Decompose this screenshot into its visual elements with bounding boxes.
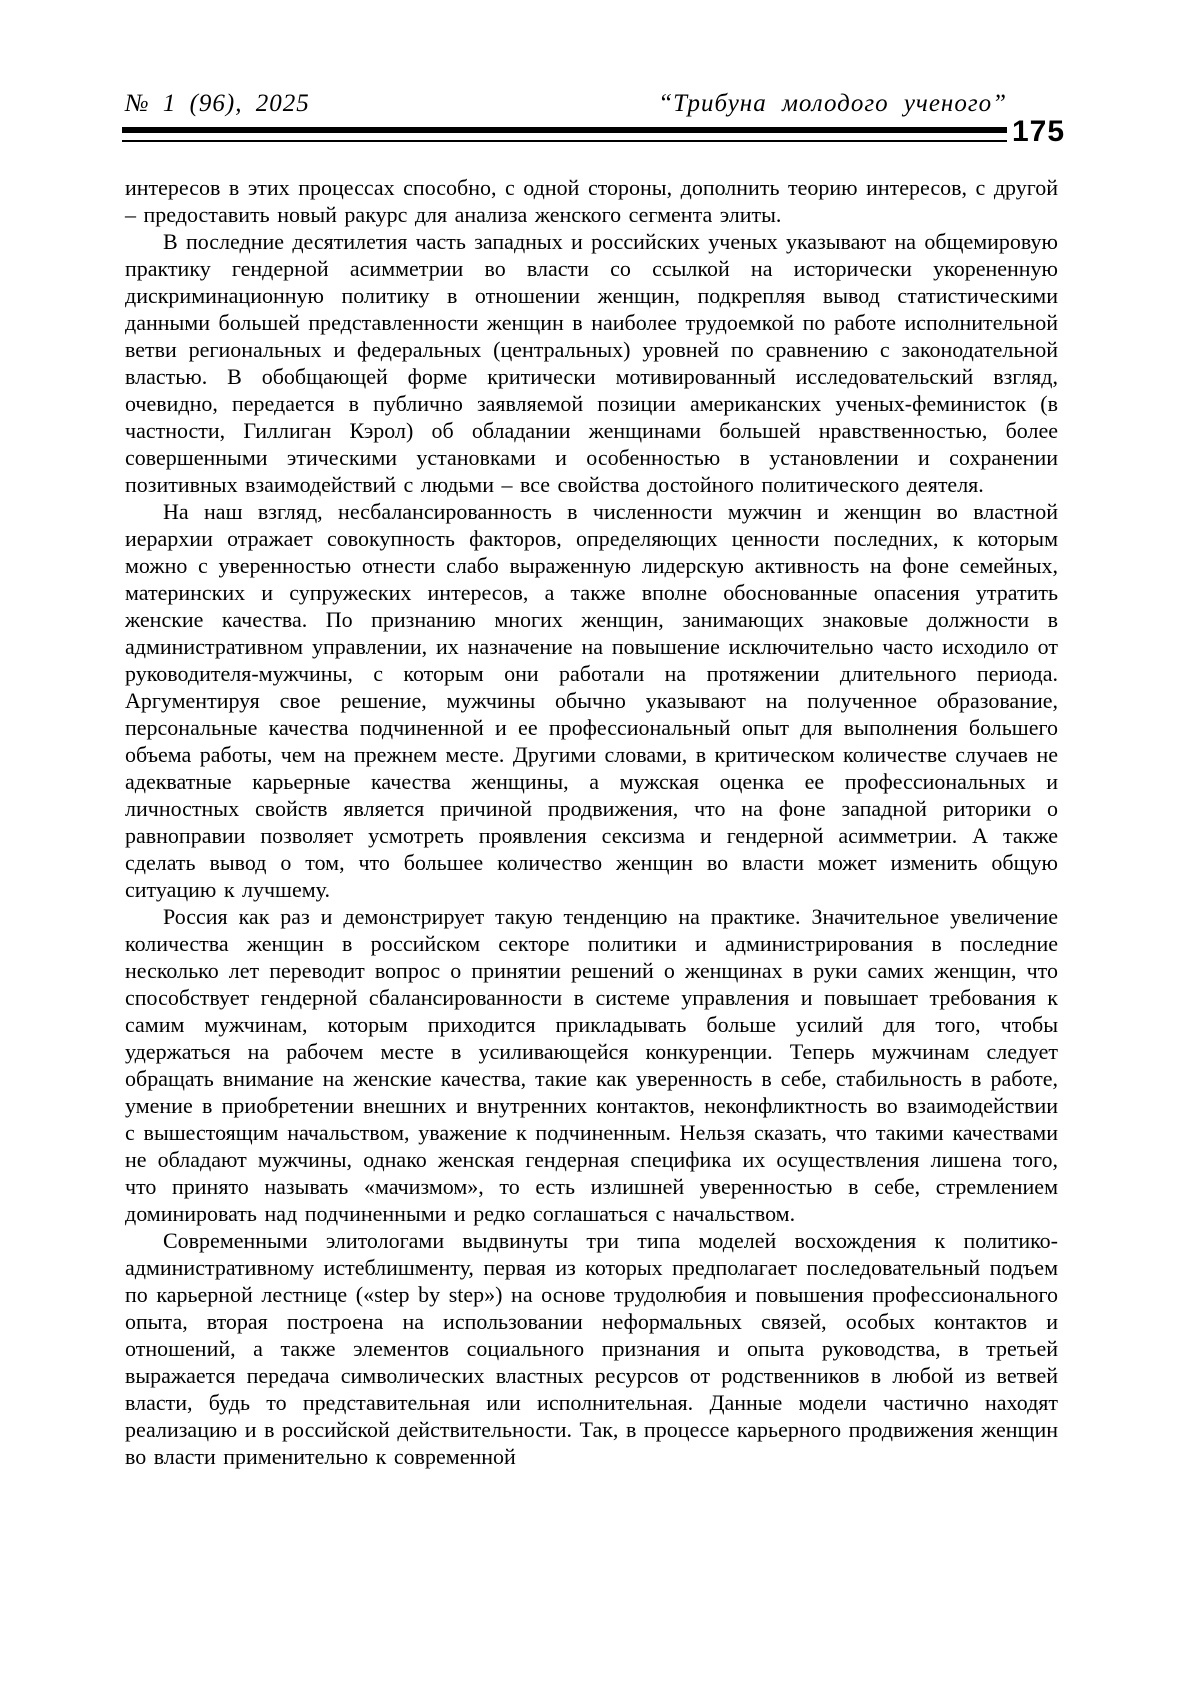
page-number: 175 (1012, 115, 1066, 148)
header-rule-thick (122, 127, 1007, 133)
paragraph: Современными элитологами выдвинуты три типа моделей восхождения к политико-административному истеблишменту, первая из которых предполагает последовательный подъем по карьерной лестнице («step by step») на основе трудолюбия и повышения профессионального опыта, вторая построена на использовании неформальных связей, особых контактов и отношений, а также элементов социального признания и опыта руководства, в третьей выражается передача символических властных ресурсов от родственников в любой из ветвей власти, будь то представительная или исполнительная. Данные модели частично находят реализацию и в российской действительности. Так, в процессе карьерного продвижения женщин во власти применительно к современной (125, 1228, 1058, 1469)
journal-title: “Трибуна молодого ученого” (658, 90, 1007, 117)
paragraph: Россия как раз и демонстрирует такую тенденцию на практике. Значительное увеличение количества женщин в российском секторе политики и администрирования в последние несколько лет переводит вопрос о принятии решений о женщинах в руки самих женщин, что способствует гендерной сбалансированности в системе управления и повышает требования к самим мужчинам, которым приходится прикладывать больше усилий для того, чтобы удержаться на рабочем месте в усиливающейся конкуренции. Теперь мужчинам следует обращать внимание на женские качества, такие как уверенность в себе, стабильность в работе, умение в приобретении внешних и внутренних контактов, неконфликтность во взаимодействии с вышестоящим начальством, уважение к подчиненным. Нельзя сказать, что такими качествами не обладают мужчины, однако женская гендерная специфика их осуществления лишена того, что принято называть «мачизмом», то есть излишней уверенностью в себе, стремлением доминировать над подчиненными и редко соглашаться с начальством. (125, 904, 1058, 1226)
article-body (125, 174, 1058, 1470)
issue-number: № 1 (96), 2025 (125, 90, 310, 117)
paragraph-continuation: интересов в этих процессах способно, с одной стороны, дополнить теорию интересов, с другой – предоставить новый ракурс для анализа женского сегмента элиты. (125, 175, 1058, 227)
paragraph: В последние десятилетия часть западных и российских ученых указывают на общемировую практику гендерной асимметрии во власти со ссылкой на исторически укорененную дискриминационную политику в отношении женщин, подкрепляя вывод статистическими данными большей представленности женщин в наиболее трудоемкой по работе исполнительной ветви региональных и федеральных (центральных) уровней по сравнению с законодательной властью. В обобщающей форме критически мотивированный исследовательский взгляд, очевидно, передается в публично заявляемой позиции американских ученых-феминисток (в частности, Гиллиган Кэрол) об обладании женщинами большей нравственностью, более совершенными этическими установками и особенностью в установлении и сохранении позитивных взаимодействий с людьми – все свойства достойного политического деятеля. (125, 229, 1058, 497)
paragraph: На наш взгляд, несбалансированность в численности мужчин и женщин во властной иерархии отражает совокупность факторов, определяющих ценности последних, к которым можно с уверенностью отнести слабо выраженную лидерскую активность на фоне семейных, материнских и супружеских интересов, а также вполне обоснованные опасения утратить женские качества. По признанию многих женщин, занимающих знаковые должности в административном управлении, их назначение на повышение исключительно часто исходило от руководителя-мужчины, с которым они работали на протяжении длительного периода. Аргументируя свое решение, мужчины обычно указывают на полученное образование, персональные качества подчиненной и ее профессиональный опыт для выполнения большего объема работы, чем на прежнем месте. Другими словами, в критическом количестве случаев не адекватные карьерные качества женщины, а мужская оценка ее профессиональных и личностных свойств является причиной продвижения, что на фоне западной риторики о равноправии позволяет усмотреть проявления сексизма и гендерной асимметрии. А также сделать вывод о том, что большее количество женщин во власти может изменить общую ситуацию к лучшему. (125, 499, 1058, 902)
header-rule-thin (122, 140, 1007, 142)
